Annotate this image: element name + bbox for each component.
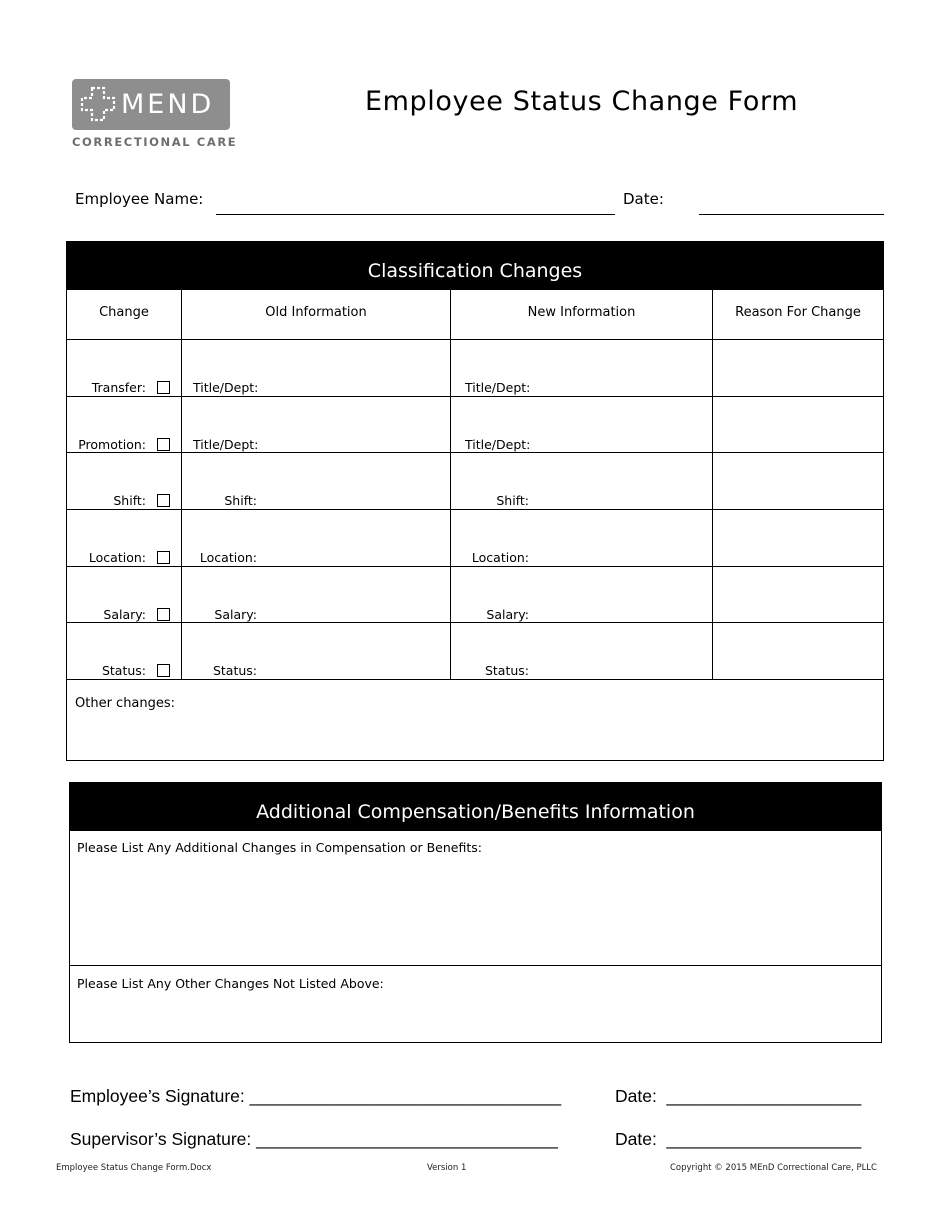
cross-icon (80, 86, 116, 122)
row-divider (66, 679, 884, 680)
column-header-change: Change (99, 305, 149, 320)
date-label: Date: (623, 190, 664, 208)
salary-checkbox[interactable] (157, 608, 170, 621)
change-label-location: Location: (88, 550, 146, 565)
row-divider (66, 509, 884, 510)
row-divider (66, 622, 884, 623)
change-label-promotion: Promotion: (78, 437, 146, 452)
shift-checkbox[interactable] (157, 494, 170, 507)
employee-signature-line[interactable]: Employee’s Signature: ________________________________ (70, 1086, 562, 1106)
new-info-label: Salary: (486, 607, 529, 622)
footer-filename: Employee Status Change Form.Docx (56, 1163, 212, 1173)
column-header-reason: Reason For Change (735, 305, 861, 320)
new-info-label: Location: (471, 550, 529, 565)
column-header-new-information: New Information (527, 305, 636, 320)
new-info-label: Title/Dept: (465, 380, 531, 395)
change-label-transfer: Transfer: (91, 380, 146, 395)
change-label-shift: Shift: (113, 493, 146, 508)
old-info-label: Salary: (214, 607, 257, 622)
old-info-label: Title/Dept: (193, 380, 259, 395)
other-changes-label: Other changes: (75, 696, 176, 711)
compensation-prompt: Please List Any Additional Changes in Compensation or Benefits: (77, 840, 482, 855)
supervisor-signature-line[interactable]: Supervisor’s Signature: _______________________________ (70, 1129, 558, 1149)
employee-name-label: Employee Name: (75, 190, 204, 208)
row-divider (66, 566, 884, 567)
location-checkbox[interactable] (157, 551, 170, 564)
new-info-label: Title/Dept: (465, 437, 531, 452)
row-divider (66, 396, 884, 397)
other-changes-field[interactable] (70, 715, 878, 755)
compensation-field[interactable] (72, 860, 878, 960)
employee-signature-date[interactable]: Date: ____________________ (615, 1086, 862, 1106)
logo-subtitle: CORRECTIONAL CARE (72, 135, 238, 149)
change-label-salary: Salary: (103, 607, 146, 622)
status-checkbox[interactable] (157, 664, 170, 677)
new-info-label: Shift: (496, 493, 529, 508)
supervisor-signature-date[interactable]: Date: ____________________ (615, 1129, 862, 1149)
column-header-old-information: Old Information (265, 305, 367, 320)
classification-heading: Classification Changes (66, 241, 884, 290)
promotion-checkbox[interactable] (157, 438, 170, 451)
old-info-label: Title/Dept: (193, 437, 259, 452)
section-divider (69, 965, 882, 966)
old-info-label: Shift: (224, 493, 257, 508)
page-title: Employee Status Change Form (365, 86, 799, 117)
other-changes-not-listed-field[interactable] (72, 996, 878, 1036)
compensation-heading: Additional Compensation/Benefits Information (69, 782, 882, 831)
transfer-checkbox[interactable] (157, 381, 170, 394)
date-field[interactable] (699, 214, 884, 215)
row-divider (66, 339, 884, 340)
other-changes-prompt: Please List Any Other Changes Not Listed Above: (77, 976, 384, 991)
footer-copyright: Copyright © 2015 MEnD Correctional Care, PLLC (670, 1163, 877, 1173)
employee-name-field[interactable] (216, 214, 615, 215)
old-info-label: Status: (212, 663, 257, 678)
logo-word: MEND (121, 89, 215, 120)
change-label-status: Status: (101, 663, 146, 678)
new-info-label: Status: (484, 663, 529, 678)
row-divider (66, 452, 884, 453)
footer-version: Version 1 (427, 1163, 467, 1173)
old-info-label: Location: (199, 550, 257, 565)
